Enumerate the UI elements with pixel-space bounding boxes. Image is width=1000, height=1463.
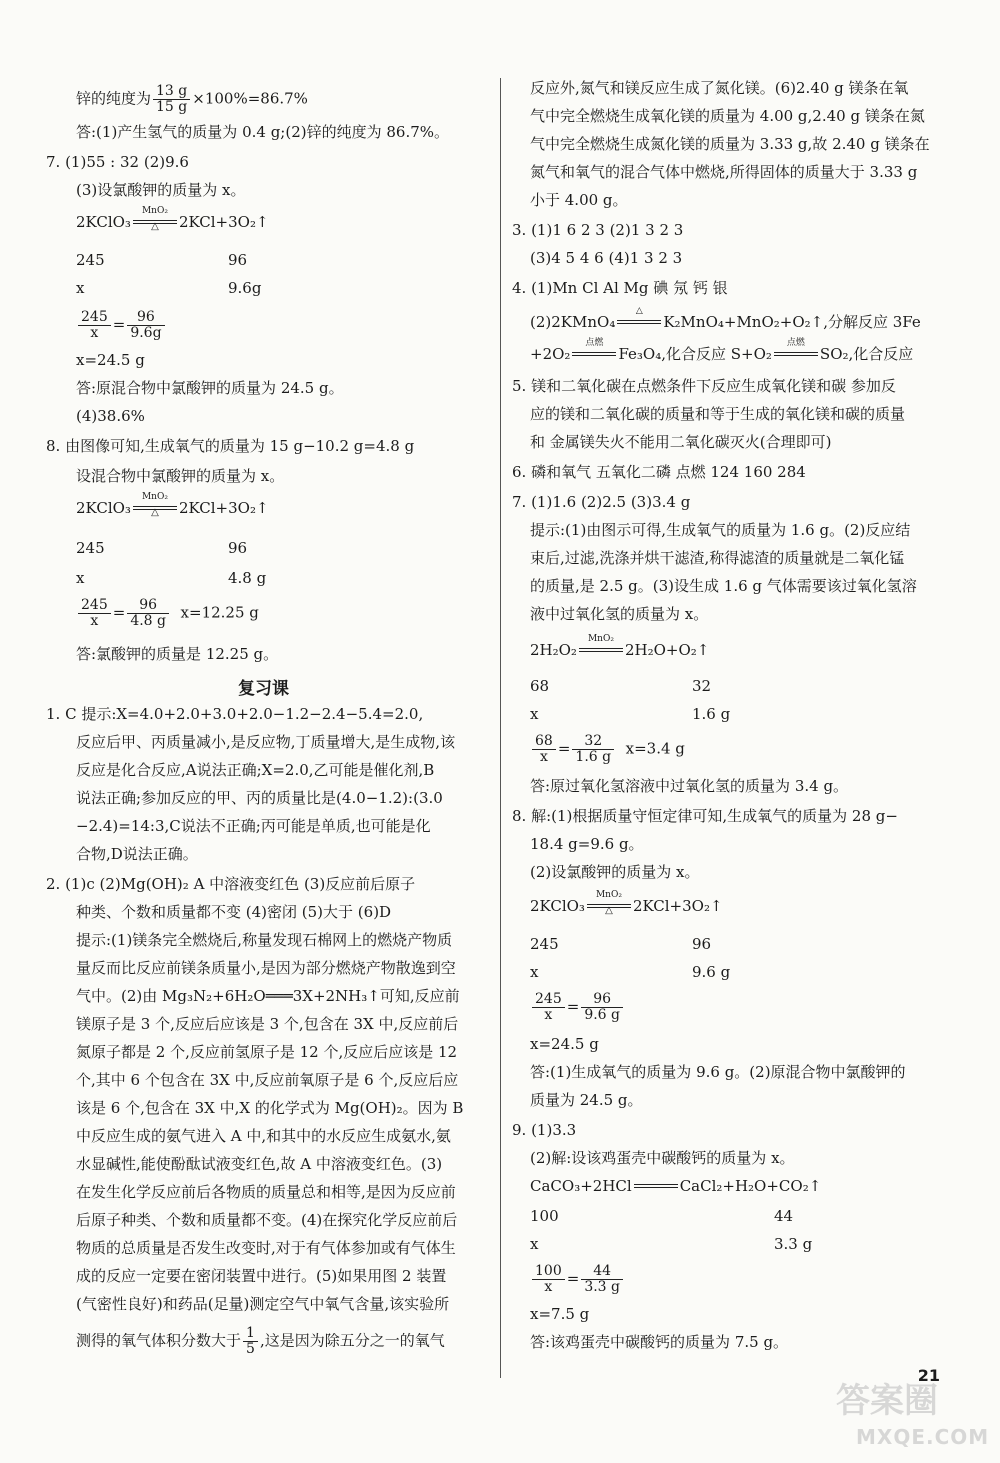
question-5-cont: 和 金属镁失火不能用二氧化碳灭火(合理即可)	[530, 433, 832, 451]
answer-line: (4)38.6%	[76, 407, 145, 425]
question-7: 7. (1)1.6 (2)2.5 (3)3.4 g	[512, 493, 691, 511]
proportion: $\frac{100}{x}$ = $\frac{44}{3.3 g}$	[530, 1264, 625, 1295]
question-7: 7. (1)55 : 32 (2)9.6	[46, 153, 189, 171]
watermark-text: 答案圈	[836, 1381, 938, 1421]
review-text: 在发生化学反应前后各物质的质量总和相等,是因为反应前	[76, 1183, 456, 1201]
review-text: 物质的总质量是否发生改变时,对于有气体参加或有气体生	[76, 1239, 456, 1257]
equation-2: 2KClO₃ MnO₂ △ 2KCl+3O₂↑	[76, 492, 269, 518]
column-divider	[500, 78, 501, 1378]
watermark-url: MXQE.COM	[856, 1425, 990, 1449]
hint-text: 液中过氧化氢的质量为 x。	[530, 605, 709, 623]
review-text: 测得的氧气体积分数大于 $\frac{1}{5}$ ,这是因为除五分之一的氧气	[76, 1325, 445, 1357]
variable-row: 3.3 g	[774, 1235, 813, 1253]
review-text: 量反而比反应前镁条质量小,是因为部分燃烧产物散逸到空	[76, 959, 456, 977]
reaction-condition: MnO₂ △	[131, 498, 179, 520]
review-text: 反应外,氮气和镁反应生成了氮化镁。(6)2.40 g 镁条在氧	[530, 79, 909, 97]
assumption-line: 设混合物中氯酸钾的质量为 x。	[76, 467, 285, 485]
section-heading: 复习课	[238, 679, 289, 699]
review-text: 气中完全燃烧生成氧化镁的质量为 4.00 g,2.40 g 镁条在氮	[530, 107, 925, 125]
page-number: 21	[917, 1366, 940, 1385]
zinc-purity-line: 锌的纯度为 $\frac{13 g}{15 g}$ ×100%=86.7%	[76, 83, 308, 115]
review-text: 氮原子都是 2 个,反应前氢原子是 12 个,反应后应该是 12	[76, 1043, 458, 1061]
review-text: 气中完全燃烧生成氮化镁的质量为 3.33 g,故 2.40 g 镁条在	[530, 135, 930, 153]
answer-line: 答:(1)产生氢气的质量为 0.4 g;(2)锌的纯度为 86.7%。	[76, 123, 450, 141]
ratio-row: 100	[530, 1207, 559, 1225]
result-line: x=24.5 g	[76, 351, 145, 369]
result-line: x=7.5 g	[530, 1305, 590, 1323]
hint-text: 提示:(1)由图示可得,生成氧气的质量为 1.6 g。(2)反应结	[530, 521, 911, 539]
ratio-row: 96	[228, 539, 248, 557]
question-8: 8. 解:(1)根据质量守恒定律可知,生成氧气的质量为 28 g−	[512, 807, 898, 825]
watermark-logo	[816, 1373, 990, 1453]
answer-line: 质量为 24.5 g。	[530, 1091, 643, 1109]
assumption-line: (3)设氯酸钾的质量为 x。	[76, 181, 246, 199]
reaction-condition: MnO₂ △	[131, 212, 179, 234]
ratio-row: 32	[692, 677, 712, 695]
question-8-cont: 18.4 g=9.6 g。	[530, 835, 644, 853]
review-text: 气中。(2)由 Mg₃N₂+6H₂O═══3X+2NH₃↑可知,反应前	[76, 987, 460, 1005]
ratio-row: 68	[530, 677, 550, 695]
hint-text: 束后,过滤,洗涤并烘干滤渣,称得滤渣的质量就是二氧化锰	[530, 549, 905, 567]
fraction: $\frac{13 g}{15 g}$	[153, 84, 190, 115]
ratio-row: 245	[76, 539, 105, 557]
equation-5: CaCO₃+2HCl CaCl₂+H₂O+CO₂↑	[530, 1177, 822, 1195]
review-text: 种类、个数和质量都不变 (4)密闭 (5)大于 (6)D	[76, 903, 392, 921]
answer-line: 答:原混合物中氯酸钾的质量为 24.5 g。	[76, 379, 344, 397]
answer-line: 答:该鸡蛋壳中碳酸钙的质量为 7.5 g。	[530, 1333, 789, 1351]
question-6: 6. 磷和氧气 五氧化二磷 点燃 124 160 284	[512, 463, 806, 481]
review-text: 该是 6 个,包含在 3X 中,X 的化学式为 Mg(OH)₂。因为 B	[76, 1099, 464, 1117]
review-text: 提示:(1)镁条完全燃烧后,称量发现石棉网上的燃烧产物质	[76, 931, 453, 949]
question-5: 5. 镁和二氧化碳在点燃条件下反应生成氧化镁和碳 参加反	[512, 377, 896, 395]
assumption-line: (2)解:设该鸡蛋壳中碳酸钙的质量为 x。	[530, 1149, 795, 1167]
ratio-row: 245	[530, 935, 559, 953]
answer-line: 答:原过氧化氢溶液中过氧化氢的质量为 3.4 g。	[530, 777, 849, 795]
question-3-cont: (3)4 5 4 6 (4)1 3 2 3	[530, 249, 683, 267]
variable-row: 1.6 g	[692, 705, 731, 723]
proportion: $\frac{245}{x}$ = $\frac{96}{4.8 g}$ x=12.25 g	[76, 598, 259, 629]
review-text: 成的反应一定要在密闭装置中进行。(5)如果用图 2 装置	[76, 1267, 447, 1285]
variable-row: 4.8 g	[228, 569, 267, 587]
ratio-row: 96	[692, 935, 712, 953]
proportion: $\frac{68}{x}$ = $\frac{32}{1.6 g}$ x=3.4 g	[530, 734, 685, 765]
review-text: 水显碱性,能使酚酞试液变红色,故 A 中溶液变红色。(3)	[76, 1155, 443, 1173]
variable-row: 9.6 g	[692, 963, 731, 981]
review-text: 2. (1)c (2)Mg(OH)₂ A 中溶液变红色 (3)反应前后原子	[46, 875, 416, 893]
review-text: 小于 4.00 g。	[530, 191, 628, 209]
variable-row: 9.6g	[228, 279, 262, 297]
assumption-line: (2)设氯酸钾的质量为 x。	[530, 863, 700, 881]
proportion: $\frac{245}{x}$ = $\frac{96}{9.6g}$	[76, 310, 167, 341]
review-text: 个,其中 6 个包含在 3X 中,反应前氧原子是 6 个,反应后应	[76, 1071, 459, 1089]
answer-line: 答:氯酸钾的质量是 12.25 g。	[76, 645, 279, 663]
variable-row: x	[76, 279, 85, 297]
review-text: 说法正确;参加反应的甲、丙的质量比是(4.0−1.2):(3.0	[76, 789, 443, 807]
review-text: 镁原子是 3 个,反应后应该是 3 个,包含在 3X 中,反应前后	[76, 1015, 459, 1033]
equation-kmno4: (2)2KMnO₄ △ K₂MnO₄+MnO₂+O₂↑,分解反应 3Fe	[530, 306, 921, 331]
variable-row: x	[530, 705, 539, 723]
review-text: 氮气和氧气的混合气体中燃烧,所得固体的质量大于 3.33 g	[530, 163, 918, 181]
question-9: 9. (1)3.3	[512, 1121, 577, 1139]
review-text: (气密性良好)和药品(足量)测定空气中氧气含量,该实验所	[76, 1295, 450, 1313]
review-text: 1. C 提示:X=4.0+2.0+3.0+2.0−1.2−2.4−5.4=2.0,	[46, 705, 424, 723]
variable-row: x	[76, 569, 85, 587]
review-text: 合物,D说法正确。	[76, 845, 198, 863]
ratio-row: 245	[76, 251, 105, 269]
question-8: 8. 由图像可知,生成氧气的质量为 15 g−10.2 g=4.8 g	[46, 437, 415, 455]
answer-line: 答:(1)生成氧气的质量为 9.6 g。(2)原混合物中氯酸钾的	[530, 1063, 906, 1081]
equation-fe: +2O₂ 点燃 Fe₃O₄,化合反应 S+O₂ 点燃 SO₂,化合反应	[530, 338, 914, 363]
review-text: 中反应生成的氨气进入 A 中,和其中的水反应生成氨水,氨	[76, 1127, 451, 1145]
proportion: $\frac{245}{x}$ = $\frac{96}{9.6 g}$	[530, 992, 625, 1023]
question-3: 3. (1)1 6 2 3 (2)1 3 2 3	[512, 221, 684, 239]
ratio-row: 96	[228, 251, 248, 269]
hint-text: 的质量,是 2.5 g。(3)设生成 1.6 g 气体需要该过氧化氢溶	[530, 577, 917, 595]
ratio-row: 44	[774, 1207, 794, 1225]
review-text: 反应后甲、丙质量减小,是反应物,丁质量增大,是生成物,该	[76, 733, 456, 751]
variable-row: x	[530, 1235, 539, 1253]
review-text: 反应是化合反应,A说法正确;X=2.0,乙可能是催化剂,B	[76, 761, 435, 779]
equation-1: 2KClO₃ MnO₂ △ 2KCl+3O₂↑	[76, 206, 269, 232]
review-text: 后原子种类、个数和质量都不变。(4)在探究化学反应前后	[76, 1211, 458, 1229]
equation-3: 2H₂O₂ MnO₂ 2H₂O+O₂↑	[530, 634, 710, 659]
equation-4: 2KClO₃ MnO₂ △ 2KCl+3O₂↑	[530, 890, 723, 916]
question-4: 4. (1)Mn Cl Al Mg 碘 氖 钙 银	[512, 279, 728, 297]
question-5-cont: 应的镁和二氧化碳的质量和等于生成的氧化镁和碳的质量	[530, 405, 906, 423]
review-text: −2.4)=14:3,C说法不正确;丙可能是单质,也可能是化	[76, 817, 431, 835]
result-line: x=24.5 g	[530, 1035, 599, 1053]
variable-row: x	[530, 963, 539, 981]
